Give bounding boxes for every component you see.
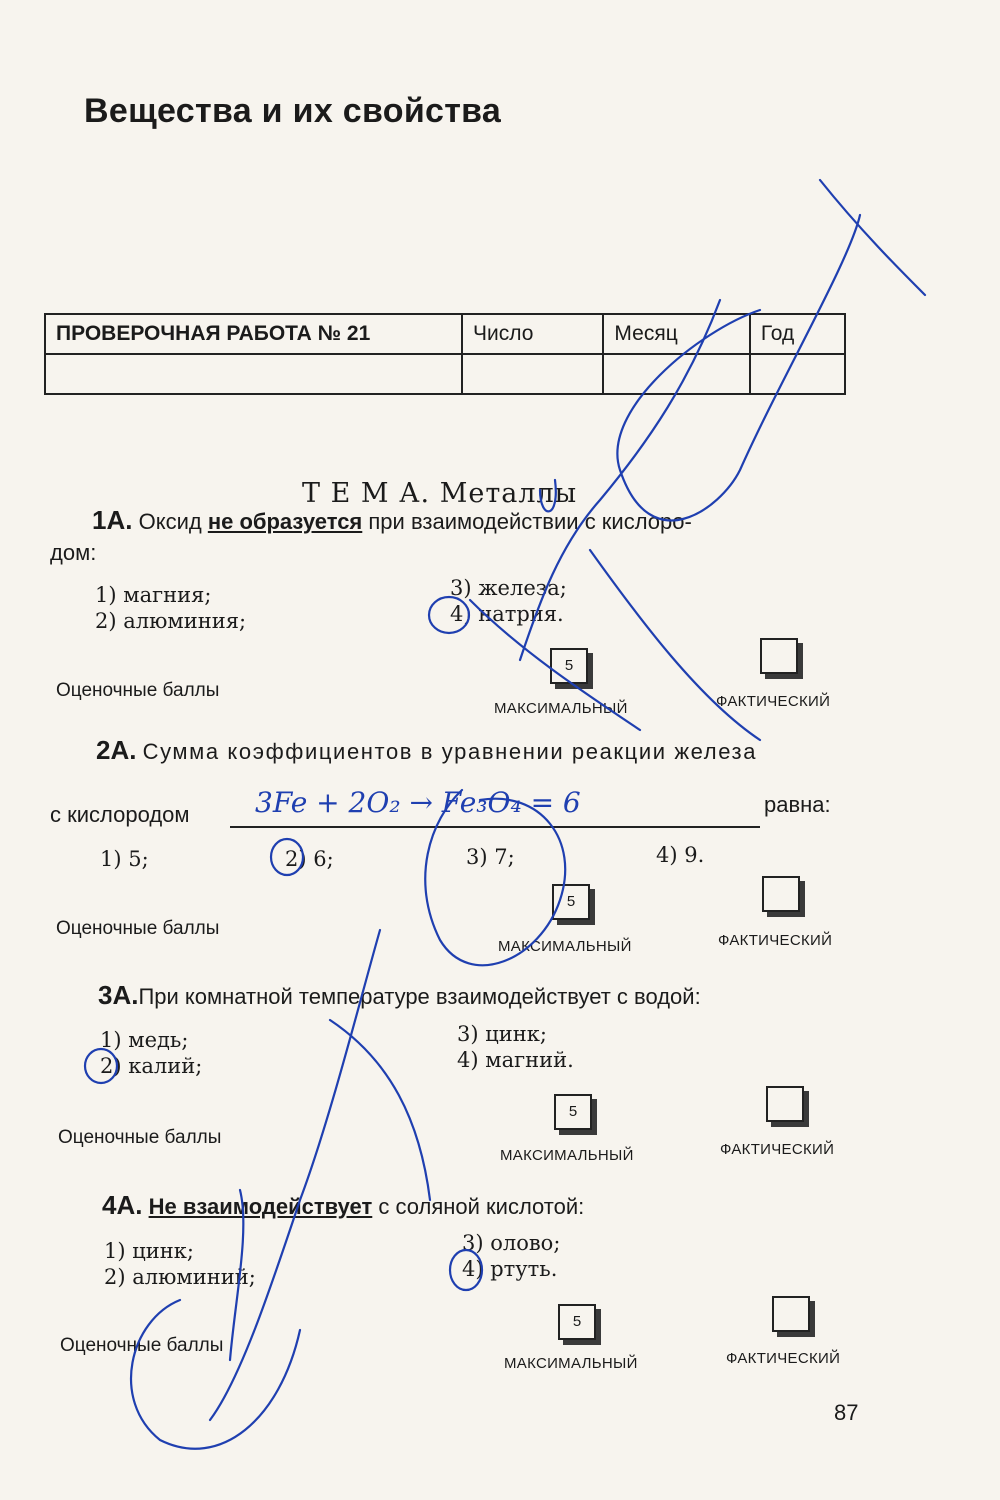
max-score-box-3: 5: [554, 1094, 592, 1130]
max-label-1: МАКСИМАЛЬНЫЙ: [494, 700, 628, 717]
max-score-box-4: 5: [558, 1304, 596, 1340]
option-4-4[interactable]: 4) ртуть.: [462, 1257, 558, 1281]
question-2-number: 2А.: [96, 735, 137, 765]
col-year: Год: [750, 314, 845, 354]
actual-label-1: ФАКТИЧЕСКИЙ: [716, 693, 831, 710]
question-2-line2: с кислородом: [50, 802, 190, 827]
question-1-text: Оксид: [138, 509, 208, 534]
max-score-box-1: 5: [550, 648, 588, 684]
question-4-number: 4А.: [102, 1190, 143, 1220]
question-4-text: с соляной кислотой:: [372, 1194, 585, 1219]
actual-label-4: ФАКТИЧЕСКИЙ: [726, 1350, 841, 1367]
question-2-end: равна:: [764, 792, 831, 817]
option-3-3[interactable]: 3) цинк;: [457, 1022, 547, 1046]
max-score-box-2: 5: [552, 884, 590, 920]
question-3-number: 3А.: [98, 980, 139, 1010]
question-4-emphasis: Не взаимодействует: [148, 1194, 373, 1219]
question-3-text: При комнатной температуре взаимодействует с водой:: [138, 984, 701, 1009]
topic-heading: Т Е М А. Металлы: [302, 478, 578, 509]
option-1-1[interactable]: 1) магния;: [95, 583, 212, 607]
max-label-3: МАКСИМАЛЬНЫЙ: [500, 1147, 634, 1164]
score-label-4: Оценочные баллы: [60, 1335, 224, 1356]
option-2-3[interactable]: 3) 7;: [466, 845, 515, 869]
answer-circle-4: [450, 1250, 482, 1290]
option-2-2[interactable]: 2) 6;: [285, 847, 334, 871]
answer-circle-3: [85, 1049, 117, 1083]
option-3-2[interactable]: 2) калий;: [100, 1054, 203, 1078]
col-month: Месяц: [603, 314, 749, 354]
option-1-2[interactable]: 2) алюминия;: [95, 609, 247, 633]
question-2-text: Сумма коэффициентов в уравнении реакции железа: [142, 739, 758, 764]
work-title: ПРОВЕРОЧНАЯ РАБОТА № 21: [45, 314, 462, 354]
question-1-number: 1А.: [92, 505, 133, 535]
option-2-1[interactable]: 1) 5;: [100, 847, 149, 871]
page-number: 87: [834, 1400, 859, 1425]
max-label-4: МАКСИМАЛЬНЫЙ: [504, 1355, 638, 1372]
option-4-2[interactable]: 2) алюминий;: [104, 1265, 256, 1289]
question-1-emphasis: не образуется: [207, 509, 363, 534]
scribble-bottom-loop: [131, 1300, 300, 1449]
actual-label-3: ФАКТИЧЕСКИЙ: [720, 1141, 835, 1158]
col-day: Число: [462, 314, 603, 354]
score-label-2: Оценочные баллы: [56, 918, 220, 939]
answer-circle-2: [271, 839, 303, 875]
score-label-3: Оценочные баллы: [58, 1127, 222, 1148]
scribble-middle: [520, 300, 720, 660]
option-1-4[interactable]: 4) натрия.: [450, 602, 564, 626]
score-label-1: Оценочные баллы: [56, 680, 220, 701]
scribble-top-right: [617, 180, 925, 520]
actual-label-2: ФАКТИЧЕСКИЙ: [718, 932, 833, 949]
max-label-2: МАКСИМАЛЬНЫЙ: [498, 938, 632, 955]
option-2-4[interactable]: 4) 9.: [656, 843, 705, 867]
option-4-3[interactable]: 3) олово;: [462, 1231, 561, 1255]
question-1-text-cont: при взаимодействии с кислоро-: [362, 509, 692, 534]
option-3-4[interactable]: 4) магний.: [457, 1048, 574, 1072]
section-title: Вещества и их свойства: [84, 92, 502, 130]
handwritten-equation: 3Fe + 2O₂ → Fe₃O₄ = 6: [255, 786, 581, 819]
option-1-3[interactable]: 3) железа;: [450, 576, 567, 600]
answer-circle-1: [429, 597, 469, 633]
option-3-1[interactable]: 1) медь;: [100, 1028, 189, 1052]
question-1-line2: дом:: [50, 540, 97, 565]
option-4-1[interactable]: 1) цинк;: [104, 1239, 194, 1263]
